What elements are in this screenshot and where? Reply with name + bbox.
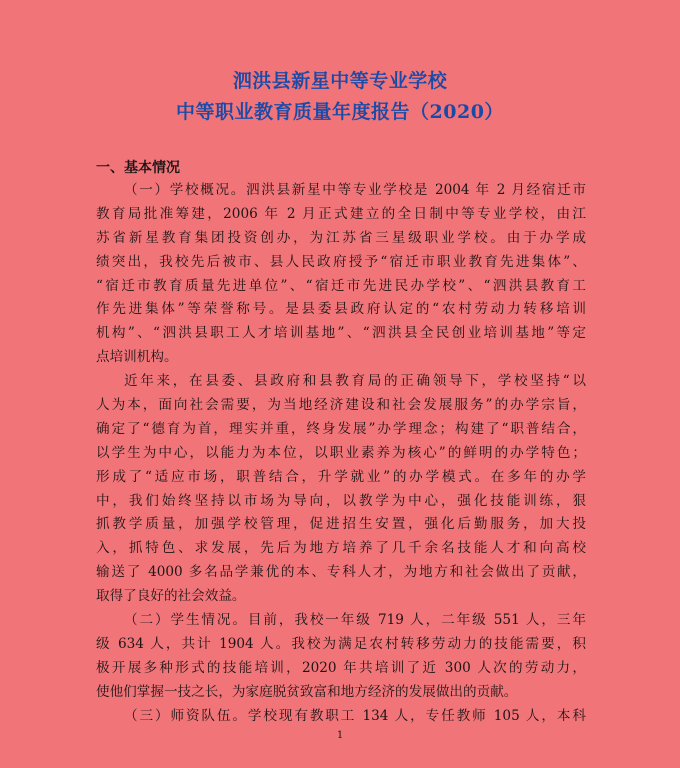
text-line: 苏省新星教育集团投资创办，为江苏省三星级职业学校。由于办学成 <box>96 229 586 246</box>
text-line: “宿迁市教育质量先进单位”、“宿迁市先进民办学校”、“泗洪县教育工 <box>96 277 586 294</box>
text-line: 抓教学质量，加强学校管理，促进招生安置，强化后勤服务，加大投 <box>96 516 586 533</box>
text-line: 点培训机构。 <box>96 349 178 366</box>
body-text <box>96 179 586 728</box>
text-line: 入，抓特色、求发展，先后为地方培养了几千余名技能人才和向高校 <box>96 540 586 557</box>
text-line: 确定了“德育为首，理实并重，终身发展”办学理念；构建了“职普结合， <box>96 420 586 437</box>
text-line: 近年来，在县委、县政府和县教育局的正确领导下，学校坚持“以 <box>124 373 586 390</box>
text-line: 人为本，面向社会需要，为当地经济建设和社会发展服务”的办学宗旨， <box>96 397 586 414</box>
document-title-line2: 中等职业教育质量年度报告（2020） <box>176 101 504 123</box>
text-line: 以学生为中心，以能力为本位，以职业素养为核心”的鲜明的办学特色； <box>96 444 586 461</box>
text-line: 输送了 4000 多名品学兼优的本、专科人才，为地方和社会做出了贡献， <box>96 564 586 581</box>
document-title-line1: 泗洪县新星中等专业学校 <box>232 70 448 92</box>
section-heading: 一、基本情况 <box>96 160 180 176</box>
text-line: 级 634 人，共计 1904 人。我校为满足农村转移劳动力的技能需要，积 <box>96 635 586 652</box>
text-line: 绩突出，我校先后被市、县人民政府授予“宿迁市职业教育先进集体”、 <box>96 253 586 270</box>
text-line: 教育局批准筹建，2006 年 2 月正式建立的全日制中等专业学校，由江 <box>96 205 586 222</box>
text-line: （二）学生情况。目前，我校一年级 719 人，二年级 551 人，三年 <box>124 612 586 629</box>
text-line: 作先进集体”等荣誉称号。是县委县政府认定的“农村劳动力转移培训 <box>96 301 586 318</box>
text-line: 形成了“适应市场，职普结合，升学就业”的办学模式。在多年的办学 <box>96 468 586 485</box>
text-line: 取得了良好的社会效益。 <box>96 588 246 605</box>
text-line: （一）学校概况。泗洪县新星中等专业学校是 2004 年 2 月经宿迁市 <box>124 182 586 198</box>
text-line: 使他们掌握一技之长，为家庭脱贫致富和地方经济的发展做出的贡献。 <box>96 683 518 700</box>
text-line: （三）师资队伍。学校现有教职工 134 人，专任教师 105 人，本科 <box>124 707 586 724</box>
text-line: 机构”、“泗洪县职工人才培训基地”、“泗洪县全民创业培训基地”等定 <box>96 325 586 342</box>
text-line: 中，我们始终坚持以市场为导向，以教学为中心，强化技能训练，狠 <box>96 492 586 509</box>
text-line: 极开展多种形式的技能培训，2020 年共培训了近 300 人次的劳动力， <box>96 659 586 676</box>
page-number: 1 <box>336 730 344 741</box>
